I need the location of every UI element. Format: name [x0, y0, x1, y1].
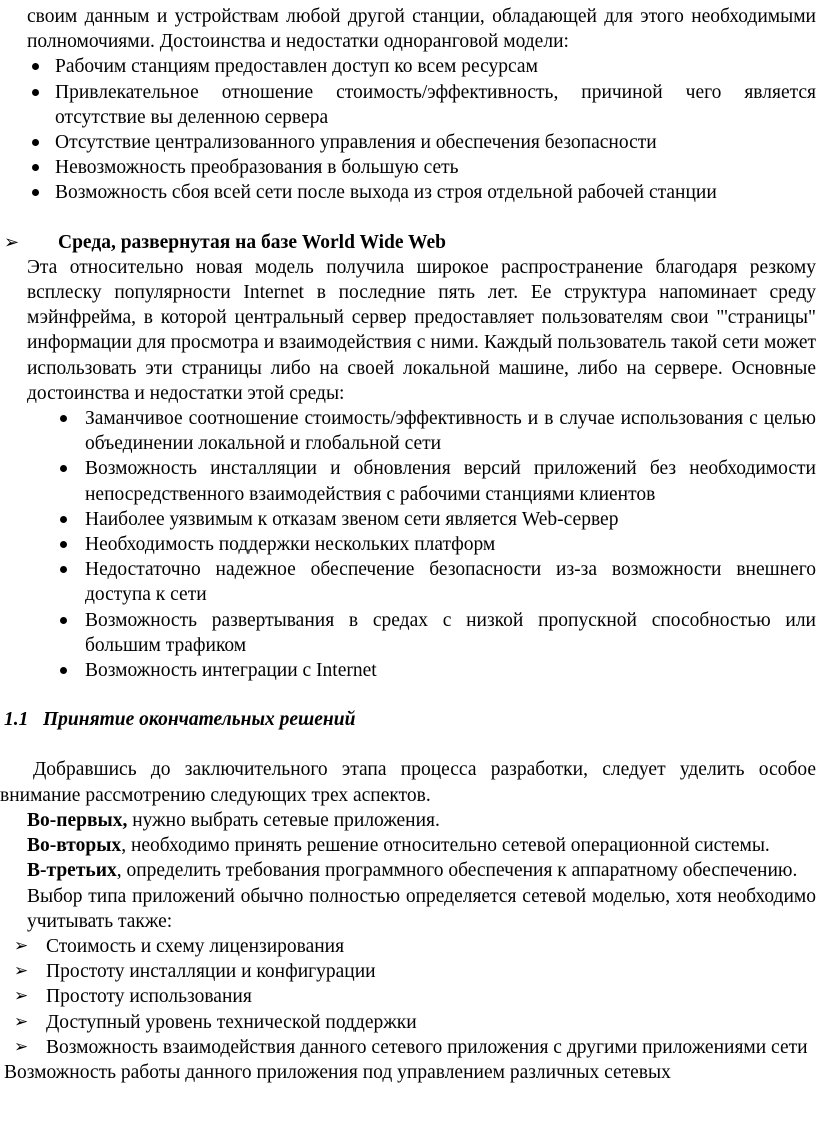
list-item: Возможность интеграции с Internet	[0, 658, 816, 683]
arrow-bullet-icon: ➢	[14, 986, 29, 1007]
list-item: Заманчивое соотношение стоимость/эффективность и в случае использования с целью объединении локальной и глобальной сети	[0, 406, 816, 456]
bullet-icon	[60, 415, 67, 422]
paragraph-last-line: Возможность работы данного приложения под управлением различных сетевых	[4, 1061, 671, 1083]
list-item: Рабочим станциям предоставлен доступ ко всем ресурсам	[0, 54, 816, 79]
peer-model-list	[0, 54, 816, 205]
list-item: Возможность развертывания в средах с низкой пропускной способностью или большим трафиком	[0, 608, 816, 658]
list-item: Привлекательное отношение стоимость/эффективность, причиной чего является отсутствие вы деленною сервера	[0, 80, 816, 130]
bullet-icon	[32, 164, 39, 171]
bullet-icon	[32, 89, 39, 96]
arrow-bullet-icon: ➢	[4, 231, 20, 253]
arrow-bullet-icon: ➢	[14, 1036, 29, 1057]
list-item: Необходимость поддержки нескольких платформ	[0, 532, 816, 557]
arrow-bullet-icon: ➢	[14, 961, 29, 982]
list-item: Недостаточно надежное обеспечение безопасности из-за возможности внешнего доступа к сети	[0, 557, 816, 607]
paragraph-web-environment: Эта относительно новая модель получила широкое распространение благодаря резкому всплеску популярности Internet в последние пять лет. Ее структура напоминает среду мэйнфрейма, в которой центральный сервер предоставляет пользователям свои "'страницы" информации для просмотра и взаимодействия с ними. Каждый пользователь такой сети может использовать эти страницы либо на своей локальной машине, либо на сервере. Основные достоинства и недостатки этой среды:	[27, 256, 816, 404]
list-item: Возможность инсталляции и обновления версий приложений без необходимости непосредственного взаимодействия с рабочими станциями клиентов	[0, 456, 816, 506]
bullet-icon	[32, 189, 39, 196]
bullet-icon	[60, 541, 67, 548]
list-item: ➢ Простоту использования	[0, 984, 816, 1009]
section-title: Принятие окончательных решений	[43, 709, 356, 731]
list-item: ➢ Простоту инсталляции и конфигурации	[0, 959, 816, 984]
paragraph-first: Во-первых, нужно выбрать сетевые приложения.	[27, 809, 440, 831]
paragraph-intro: Добравшись до заключительного этапа процесса разработки, следует уделить особое внимание рассмотрению следующих трех аспектов.	[0, 759, 816, 806]
section-number: 1.1	[4, 709, 29, 731]
list-item: Отсутствие централизованного управления и обеспечения безопасности	[0, 130, 816, 155]
bullet-icon	[32, 139, 39, 146]
paragraph-app-choice: Выбор типа приложений обычно полностью определяется сетевой моделью, хотя необходимо учитывать также:	[27, 885, 816, 932]
paragraph-peer-model: своим данным и устройствам любой другой станции, обладающей для этого необходимыми полномочиями. Достоинства и недостатки одноранговой модели:	[27, 6, 816, 53]
bullet-icon	[60, 516, 67, 523]
web-environment-list	[0, 406, 816, 683]
bullet-icon	[60, 465, 67, 472]
heading-web-environment: ➢ Среда, развернутая на базе World Wide Web	[0, 230, 816, 255]
section-heading	[0, 707, 816, 732]
paragraph-third: В-третьих, определить требования программного обеспечения к аппаратному обеспечению.	[27, 860, 798, 882]
paragraph-second: Во-вторых, необходимо принять решение относительно сетевой операционной системы.	[27, 835, 770, 857]
arrow-bullet-icon: ➢	[14, 935, 29, 956]
list-item: ➢ Доступный уровень технической поддержки	[0, 1010, 816, 1035]
list-item: ➢ Стоимость и схему лицензирования	[0, 934, 816, 959]
bullet-icon	[60, 566, 67, 573]
arrow-bullet-icon: ➢	[14, 1011, 29, 1032]
list-item: Невозможность преобразования в большую сеть	[0, 155, 816, 180]
app-criteria-list	[0, 934, 816, 1060]
list-item: Наиболее уязвимым к отказам звеном сети является Web-сервер	[0, 507, 816, 532]
list-item: Возможность сбоя всей сети после выхода из строя отдельной рабочей станции	[0, 180, 816, 205]
list-item: ➢ Возможность взаимодействия данного сетевого приложения с другими приложениями сети	[0, 1035, 816, 1060]
bullet-icon	[32, 63, 39, 70]
bullet-icon	[60, 617, 67, 624]
bullet-icon	[60, 667, 67, 674]
